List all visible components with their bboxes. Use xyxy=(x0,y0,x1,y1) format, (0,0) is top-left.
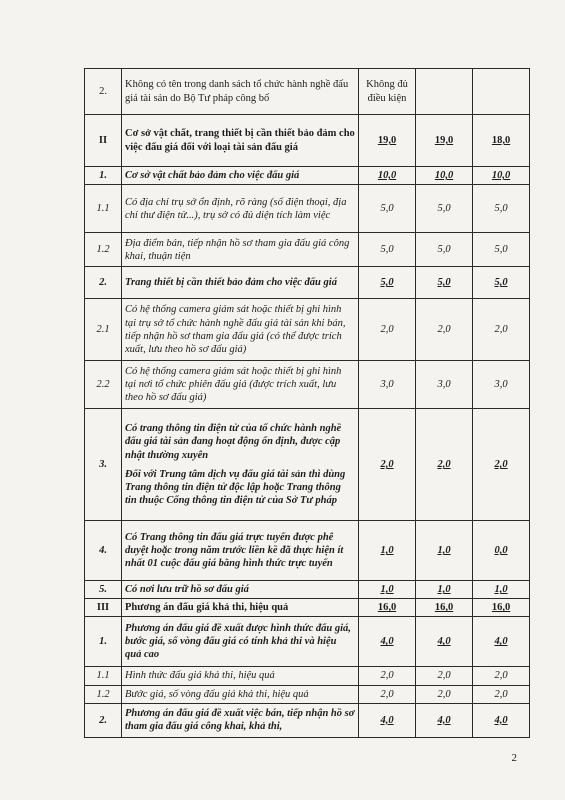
score-cell-1: 2,0 xyxy=(359,409,416,521)
score-cell-2: 10,0 xyxy=(416,167,473,185)
score-cell-2: 5,0 xyxy=(416,267,473,299)
criterion-description-cell: Có trang thông tin điện tử của tổ chức hành nghề đấu giá tài sản đang hoạt động ổn định, được cập nhật thường xuyên Đối với Trung tâm dịch vụ đấu giá tài sản thì dùng Trang thông tin điện tử độc lập hoặc Trang thông tin thuộc Cổng thông tin điện tử của Sở Tư pháp xyxy=(122,409,359,521)
row-number-cell: 4. xyxy=(85,521,122,581)
score-cell-2: 5,0 xyxy=(416,233,473,267)
row-number-cell: 2. xyxy=(85,703,122,737)
score-cell-3: 5,0 xyxy=(473,267,530,299)
score-cell-1: 4,0 xyxy=(359,703,416,737)
score-cell-2 xyxy=(416,69,473,115)
table-row xyxy=(85,599,530,617)
criterion-description-cell: Có Trang thông tin đấu giá trực tuyến được phê duyệt hoặc trong năm trước liền kề đã thực hiện ít nhất 01 cuộc đấu giá bằng hình thức trực tuyến xyxy=(122,521,359,581)
row-number-cell: 1. xyxy=(85,617,122,667)
criteria-table xyxy=(84,68,530,738)
criterion-description-cell: Cơ sở vật chất bảo đảm cho việc đấu giá xyxy=(122,167,359,185)
score-cell-3: 18,0 xyxy=(473,115,530,167)
score-cell-1: 5,0 xyxy=(359,185,416,233)
table-row xyxy=(85,703,530,737)
criteria-table-body xyxy=(85,69,530,738)
score-cell-1: 19,0 xyxy=(359,115,416,167)
score-cell-1: 5,0 xyxy=(359,233,416,267)
row-number-cell: III xyxy=(85,599,122,617)
score-cell-1: 10,0 xyxy=(359,167,416,185)
score-cell-2: 2,0 xyxy=(416,299,473,361)
score-cell-3: 5,0 xyxy=(473,233,530,267)
table-row xyxy=(85,521,530,581)
score-cell-2: 2,0 xyxy=(416,409,473,521)
row-number-cell: 2. xyxy=(85,69,122,115)
table-row xyxy=(85,617,530,667)
row-number-cell: II xyxy=(85,115,122,167)
score-cell-2: 1,0 xyxy=(416,581,473,599)
score-cell-3: 2,0 xyxy=(473,685,530,703)
score-cell-1: Không đủ điều kiện xyxy=(359,69,416,115)
score-cell-1: 2,0 xyxy=(359,299,416,361)
score-cell-1: 2,0 xyxy=(359,685,416,703)
table-row xyxy=(85,299,530,361)
page-number: 2 xyxy=(511,752,517,764)
score-cell-1: 2,0 xyxy=(359,667,416,685)
table-row xyxy=(85,115,530,167)
score-cell-1: 5,0 xyxy=(359,267,416,299)
score-cell-2: 5,0 xyxy=(416,185,473,233)
row-number-cell: 1.2 xyxy=(85,685,122,703)
score-cell-3: 0,0 xyxy=(473,521,530,581)
criterion-description-cell: Có địa chỉ trụ sở ổn định, rõ ràng (số điện thoại, địa chỉ thư điện tử...), trụ sở có đủ diện tích làm việc xyxy=(122,185,359,233)
criterion-description-cell: Bước giá, số vòng đấu giá khả thi, hiệu quả xyxy=(122,685,359,703)
score-cell-3: 2,0 xyxy=(473,409,530,521)
score-cell-3: 2,0 xyxy=(473,299,530,361)
table-row xyxy=(85,167,530,185)
table-row xyxy=(85,233,530,267)
score-cell-2: 3,0 xyxy=(416,361,473,409)
score-cell-1: 16,0 xyxy=(359,599,416,617)
criterion-description-cell: Có nơi lưu trữ hồ sơ đấu giá xyxy=(122,581,359,599)
score-cell-3 xyxy=(473,69,530,115)
table-row xyxy=(85,69,530,115)
row-number-cell: 5. xyxy=(85,581,122,599)
score-cell-2: 19,0 xyxy=(416,115,473,167)
score-cell-2: 4,0 xyxy=(416,703,473,737)
table-row xyxy=(85,267,530,299)
row-number-cell: 1.1 xyxy=(85,185,122,233)
table-row xyxy=(85,667,530,685)
score-cell-3: 4,0 xyxy=(473,617,530,667)
criterion-description-cell: Địa điểm bán, tiếp nhận hồ sơ tham gia đấu giá công khai, thuận tiện xyxy=(122,233,359,267)
score-cell-3: 10,0 xyxy=(473,167,530,185)
score-cell-3: 2,0 xyxy=(473,667,530,685)
table-row xyxy=(85,581,530,599)
score-cell-1: 1,0 xyxy=(359,581,416,599)
score-cell-2: 2,0 xyxy=(416,667,473,685)
row-number-cell: 2.2 xyxy=(85,361,122,409)
table-row xyxy=(85,685,530,703)
table-row xyxy=(85,409,530,521)
criterion-description-cell: Phương án đấu giá khả thi, hiệu quả xyxy=(122,599,359,617)
criterion-description-cell: Cơ sở vật chất, trang thiết bị cần thiết bảo đảm cho việc đấu giá đối với loại tài sản đấu giá xyxy=(122,115,359,167)
row-number-cell: 1.1 xyxy=(85,667,122,685)
criterion-description-cell: Không có tên trong danh sách tổ chức hành nghề đấu giá tài sản do Bộ Tư pháp công bố xyxy=(122,69,359,115)
criterion-description-cell: Hình thức đấu giá khả thi, hiệu quả xyxy=(122,667,359,685)
score-cell-3: 1,0 xyxy=(473,581,530,599)
score-cell-3: 4,0 xyxy=(473,703,530,737)
row-number-cell: 2.1 xyxy=(85,299,122,361)
criterion-description-cell: Có hệ thống camera giám sát hoặc thiết bị ghi hình tại nơi tổ chức phiên đấu giá (được trích xuất, lưu theo hồ sơ đấu giá) xyxy=(122,361,359,409)
score-cell-2: 16,0 xyxy=(416,599,473,617)
table-row xyxy=(85,185,530,233)
row-number-cell: 2. xyxy=(85,267,122,299)
criterion-description-cell: Phương án đấu giá đề xuất được hình thức đấu giá, bước giá, số vòng đấu giá có tính khả thi và hiệu quả cao xyxy=(122,617,359,667)
criterion-description-cell: Phương án đấu giá đề xuất việc bán, tiếp nhận hồ sơ tham gia đấu giá công khai, khả thi, xyxy=(122,703,359,737)
score-cell-2: 1,0 xyxy=(416,521,473,581)
table-row xyxy=(85,361,530,409)
score-cell-1: 3,0 xyxy=(359,361,416,409)
score-cell-2: 4,0 xyxy=(416,617,473,667)
score-cell-1: 4,0 xyxy=(359,617,416,667)
criterion-description-cell: Có hệ thống camera giám sát hoặc thiết bị ghi hình tại trụ sở tổ chức hành nghề đấu giá tài sản khi bán, tiếp nhận hồ sơ tham gia đấu giá (có thể được trích xuất, lưu theo hồ sơ đấu giá) xyxy=(122,299,359,361)
row-number-cell: 1. xyxy=(85,167,122,185)
score-cell-3: 5,0 xyxy=(473,185,530,233)
score-cell-1: 1,0 xyxy=(359,521,416,581)
criterion-description-cell: Trang thiết bị cần thiết bảo đảm cho việc đấu giá xyxy=(122,267,359,299)
row-number-cell: 3. xyxy=(85,409,122,521)
score-cell-2: 2,0 xyxy=(416,685,473,703)
score-cell-3: 16,0 xyxy=(473,599,530,617)
score-cell-3: 3,0 xyxy=(473,361,530,409)
row-number-cell: 1.2 xyxy=(85,233,122,267)
